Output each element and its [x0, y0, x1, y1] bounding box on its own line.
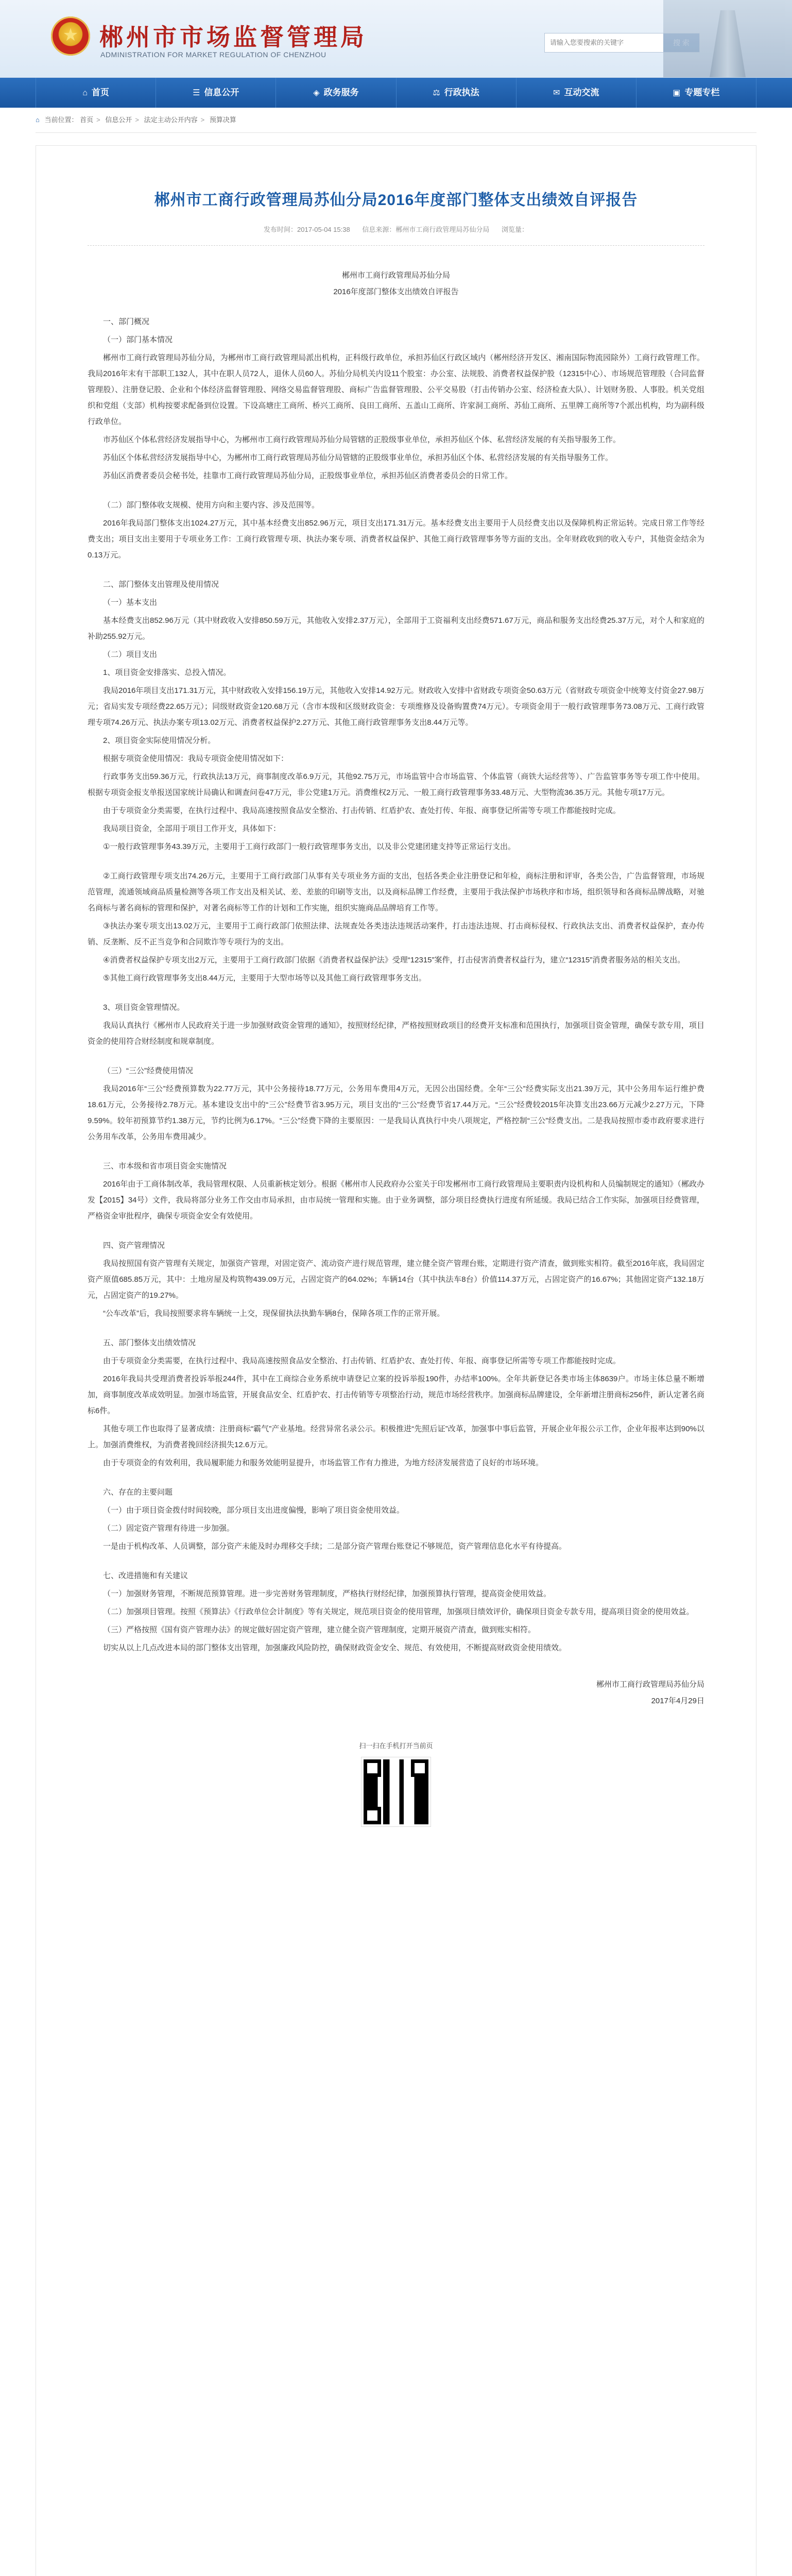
- article-paragraph: 市苏仙区个体私营经济发展指导中心，为郴州市工商行政管理局苏仙分局管辖的正股级事业单位，承担苏仙区个体、私营经济发展的有关指导服务工作。: [103, 435, 621, 444]
- article-paragraph: 其他专项工作也取得了显著成绩：注册商标“霸气”产业基地。经营异常名录公示。积极推进“先照后证”改革，加强事中事后监管，开展企业年报公示工作，企业年报率达到90%以上。加强消费维权，为消费者挽回经济损失12.6万元。: [88, 1425, 704, 1449]
- article-paragraph: （一）加强财务管理，不断规范预算管理。进一步完善财务管理制度，严格执行财经纪律，加强预算执行管理，提高资金使用效益。: [103, 1589, 552, 1598]
- article-paragraph: （一）部门基本情况: [103, 335, 173, 344]
- nav-item-chat[interactable]: ✉ 互动交流: [516, 78, 636, 108]
- location-icon: ⌂: [36, 116, 40, 124]
- nav-item-home[interactable]: ⌂ 首页: [36, 78, 156, 108]
- nav-item-service[interactable]: ◈ 政务服务: [276, 78, 396, 108]
- article-body: [88, 314, 704, 1656]
- qr-code-icon: [361, 1757, 431, 1826]
- article-paragraph: 五、部门整体支出绩效情况: [103, 1338, 196, 1347]
- breadcrumb-item[interactable]: 预算决算: [209, 116, 236, 124]
- article-paragraph: （一）由于项目资金拨付时间较晚，部分项目支出进度偏慢，影响了项目资金使用效益。: [103, 1506, 405, 1515]
- qr-label: 扫一扫在手机打开当前页: [359, 1742, 433, 1750]
- info-icon: ☰: [193, 89, 200, 97]
- signature-date: 2017年4月29日: [651, 1697, 704, 1705]
- article-paragraph: 3、项目资金管理情况。: [103, 1003, 185, 1012]
- article-paragraph: （三）严格按照《国有资产管理办法》的规定做好固定资产管理，建立健全资产管理制度，定期开展资产清查，做到账实相符。: [103, 1625, 536, 1634]
- article-paragraph: 1、项目资金安排落实、总投入情况。: [103, 668, 231, 677]
- article-paragraph: 2016年我局部门整体支出1024.27万元，其中基本经费支出852.96万元，项目支出171.31万元。基本经费支出主要用于人员经费支出以及保障机构正常运转。完成日常工作等经费支出；项目支出主要用于专项业务工作：工商行政管理专项、执法办案专项、消费者权益保护、其他工商行政管理事务等方面的支出。全年财政收到的收入专户，其他资金结余为0.13万元。: [88, 519, 704, 560]
- article-paragraph: （二）项目支出: [103, 650, 158, 659]
- document-subject: 2016年度部门整体支出绩效自评报告: [333, 287, 459, 296]
- article-paragraph: 我局2016年“三公”经费预算数为22.77万元，其中公务接待18.77万元，公务用车费用4万元，无因公出国经费。全年“三公”经费实际支出21.39万元，其中公务用车运行维护费18.61万元，公务接待2.78万元。基本建设支出中的“三公”经费节省3.95万元，项目支出的“三公”经费节省17.44万元。“三公”经费较2015年决算支出23.66万元减少2.27万元，下降9.59%。较年初预算节约1.38万元，节约比例为6.17%。“三公”经费下降的主要原因：一是我局认真执行中央八项规定，严格控制“三公”经费支出。二是我局按照市委市政府要求进行公务用车改革，公务用车费用减少。: [88, 1084, 704, 1141]
- article-paragraph: “公车改革”后，我局按照要求将车辆统一上交，现保留执法执勤车辆8台，保障各项工作的正常开展。: [103, 1309, 445, 1318]
- breadcrumb-item[interactable]: 法定主动公开内容: [144, 116, 198, 124]
- article-paragraph: ①一般行政管理事务43.39万元，主要用于工商行政部门一般行政管理事务支出，以及非公党建团建支持等正常运行支出。: [103, 842, 515, 851]
- breadcrumb-item[interactable]: 首页: [80, 116, 94, 124]
- publish-date: 发布时间：2017-05-04 15:38: [264, 226, 350, 233]
- signature-org: 郴州市工商行政管理局苏仙分局: [596, 1680, 704, 1689]
- article-title: 郴州市工商行政管理局苏仙分局2016年度部门整体支出绩效自评报告: [154, 192, 638, 209]
- qr-area: [88, 1740, 704, 1826]
- document-heading: [88, 267, 704, 300]
- article-paragraph: ②工商行政管理专项支出74.26万元，主要用于工商行政部门从事有关专项业务方面的支出，包括各类企业注册登记和年检，商标注册和评审，各类公告，广告监督管理，市场规范管理，流通领域商品质量检测等各项工作支出及相关试、差、差旅的印刷等支出，以及商标品牌工作经费，主要用于我法保护市场秩序和市场，组织领导和各商标品牌战略，对驰名商标与著名商标的管理和保护，对著名商标等工作的计划和工作实施，组织实施商品品牌培育工作等。: [88, 872, 704, 912]
- signature-block: [88, 1676, 704, 1709]
- view-count: 浏览量：: [501, 226, 528, 233]
- article-paragraph: 由于专项资金分类需要，在执行过程中、我局高速按照食品安全整治、打击传销、红盾护农、查处打传、年报、商事登记所需等专项工作都能按时完成。: [103, 806, 621, 815]
- article-paragraph: （二）部门整体收支规模、使用方向和主要内容、涉及范围等。: [103, 501, 320, 510]
- nav-item-topic[interactable]: ▣ 专题专栏: [636, 78, 756, 108]
- law-icon: ⚖: [433, 89, 440, 97]
- article-paragraph: 六、存在的主要问题: [103, 1488, 173, 1497]
- article-meta: [88, 224, 704, 246]
- article-paragraph: （一）基本支出: [103, 598, 158, 607]
- national-emblem-icon: [51, 16, 90, 56]
- article-paragraph: 基本经费支出852.96万元（其中财政收入安排850.59万元，其他收入安排2.37万元），全部用于工资福利支出经费571.67万元，商品和服务支出经费25.37万元，对个人和家庭的补助255.92万元。: [88, 616, 704, 641]
- article-paragraph: 我局2016年项目支出171.31万元，其中财政收入安排156.19万元，其他收入安排14.92万元。财政收入安排中省财政专项资金50.63万元（省财政专项资金中统筹支付资金27.98万元；省局实发专项经费22.65万元）；同级财政资金120.68万元（含市本级和区级财政资金：专项维修及设备购置费74万元）。专项资金用于一般行政管理事务73.08万元、工商行政管理专项74.26万元、执法办案专项13.02万元、消费者权益保护2.27万元、其他工商行政管理事务支出8.44万元等。: [88, 686, 704, 727]
- article-paragraph: 由于专项资金的有效利用，我局履职能力和服务效能明显提升，市场监管工作有力推进，为地方经济发展营造了良好的市场环境。: [103, 1459, 544, 1467]
- article-paragraph: 行政事务支出59.36万元，行政执法13万元，商事制度改革6.9万元，其他92.75万元，市场监管中合市场监管、个体监管（商铁大运经营等）、广告监管事务等专项工作中使用。根据专项资金报支单报送国家统计局确认和调查问卷47万元，非公党建1万元。消费维权2万元、一般工商行政管理事务33.48万元、大型物流36.35万元。其他专项17万元。: [88, 772, 704, 797]
- article-paragraph: ③执法办案专项支出13.02万元，主要用于工商行政部门依照法律、法规查处各类违法违规活动案件，打击违法违规、打击商标侵权、行政执法支出、消费者权益保护，查办传销、反垄断、反不正当竞争和合同欺诈等专项行为的支出。: [88, 922, 704, 946]
- article-paragraph: 2016年我局共受理消费者投诉举报244件，其中在工商综合业务系统申请登记立案的投诉举报190件，办结率100%。全年共新登记各类市场主体8639户。市场主体总量不断增加，商事制度改革成效明显。加强市场监管，开展食品安全、红盾护农、打击传销等专项整治行动，规范市场经营秩序。加强商标品牌建设，全年新增注册商标256件，新认定著名商标6件。: [88, 1375, 704, 1415]
- article-paragraph: 二、部门整体支出管理及使用情况: [103, 580, 219, 589]
- breadcrumb-item[interactable]: 信息公开: [105, 116, 132, 124]
- site-title[interactable]: 郴州市市场监督管理局: [99, 23, 367, 51]
- article-paragraph: 我局按照国有资产管理有关规定，加强资产管理，对固定资产、流动资产进行规范管理，建立健全资产管理台账，定期进行资产清查，做到账实相符。截至2016年底，我局固定资产原值685.85万元，其中：土地房屋及构筑物439.09万元，占固定资产的64.02%；车辆14台（其中执法车8台）价值114.37万元，占固定资产的16.67%；其他固定资产132.18万元，占固定资产的19.27%。: [88, 1259, 704, 1300]
- search-input[interactable]: [545, 33, 663, 51]
- service-icon: ◈: [313, 89, 320, 97]
- article-paragraph: ⑤其他工商行政管理事务支出8.44万元，主要用于大型市场等以及其他工商行政管理事务支出。: [103, 974, 426, 982]
- document-org: 郴州市工商行政管理局苏仙分局: [341, 271, 450, 280]
- article-paragraph: 苏仙区个体私营经济发展指导中心，为郴州市工商行政管理局苏仙分局管辖的正股级事业单位，承担苏仙区个体、私营经济发展的有关指导服务工作。: [103, 453, 613, 462]
- topic-icon: ▣: [673, 89, 681, 97]
- article-paragraph: ④消费者权益保护专项支出2万元，主要用于工商行政部门依据《消费者权益保护法》受理“12315”案件，打击侵害消费者权益行为，建立“12315”消费者服务站的相关支出。: [103, 956, 685, 964]
- article-paragraph: 一是由于机构改革、人员调整，部分资产未能及时办理移交手续；二是部分资产管理台账登记不够规范，资产管理信息化水平有待提高。: [103, 1542, 567, 1551]
- article-paragraph: 2、项目资金实际使用情况分析。: [103, 736, 216, 745]
- chat-icon: ✉: [553, 89, 560, 97]
- site-subtitle: ADMINISTRATION FOR MARKET REGULATION OF CHENZHOU: [100, 50, 326, 59]
- article-paragraph: （二）加强项目管理。按照《预算法》《行政单位会计制度》等有关规定，规范项目资金的使用管理，加强项目绩效评价，确保项目资金专款专用，提高项目资金的使用效益。: [103, 1607, 694, 1616]
- article-paragraph: 郴州市工商行政管理局苏仙分局，为郴州市工商行政管理局派出机构，正科级行政单位，承担苏仙区行政区域内（郴州经济开发区、湘南国际物流园除外）工商行政管理工作。我局2016年末有干部职工132人，其中在职人员72人，退休人员60人。苏仙分局机关内设11个股室：办公室、法规股、消费者权益保护股（12315中心）、市场规范管理股（合同监督管理股）、注册登记股、企业和个体经济监督管理股、网络交易监督管理股、商标广告监督管理股、公平交易股（打击传销办公室、经济检查大队）、计划财务股、人事股。机关党组织和党组（支部）机构按要求配备到位设置。下设高塘庄工商所、桥兴工商所、良田工商所、五盖山工商所、许家洞工商所、苏仙工商所、五里牌工商所等7个派出机构，均为副科级行政单位。: [88, 353, 704, 426]
- nav-item-info[interactable]: ☰ 信息公开: [156, 78, 276, 108]
- nav-item-law[interactable]: ⚖ 行政执法: [397, 78, 516, 108]
- info-source: 信息来源：郴州市工商行政管理局苏仙分局: [362, 226, 490, 233]
- home-icon: ⌂: [82, 89, 88, 97]
- main-nav: [0, 78, 792, 108]
- article-paragraph: 由于专项资金分类需要，在执行过程中、我局高速按照食品安全整治、打击传销、红盾护农、查处打传、年报、商事登记所需等专项工作都能按时完成。: [103, 1357, 621, 1365]
- article-paragraph: （三）“三公”经费使用情况: [103, 1066, 193, 1075]
- article-paragraph: 我局项目资金，全部用于项目工作开支，具体如下：: [103, 824, 281, 833]
- breadcrumb: ⌂ 当前位置： 首页 > 信息公开 > 法定主动公开内容 > 预算决算: [36, 108, 756, 133]
- article-paragraph: 苏仙区消费者委员会秘书处，挂靠市工商行政管理局苏仙分局，正股级事业单位，承担苏仙区消费者委员会的日常工作。: [103, 471, 513, 480]
- article-paragraph: 三、市本级和省市项目资金实施情况: [103, 1162, 227, 1171]
- article-paragraph: 四、资产管理情况: [103, 1241, 165, 1250]
- article-container: [36, 145, 756, 2576]
- article-paragraph: 切实从以上几点改进本局的部门整体支出管理，加强廉政风险防控，确保财政资金安全、规范、有效使用，不断提高财政资金使用绩效。: [103, 1643, 567, 1652]
- article-paragraph: 一、部门概况: [103, 317, 150, 326]
- header-monument-image: [663, 0, 792, 77]
- article-paragraph: 我局认真执行《郴州市人民政府关于进一步加强财政资金管理的通知》，按照财经纪律，严格按照财政项目的经费开支标准和范围执行，加强项目资金管理，确保专款专用，项目资金的使用符合财经制度和规章制度。: [88, 1021, 704, 1046]
- article-paragraph: 2016年由于工商体制改革，我局管理权限、人员重新核定划分。根据《郴州市人民政府办公室关于印发郴州市工商行政管理局主要职责内设机构和人员编制规定的通知》（郴政办发【2015】34号）文件，我局将部分业务工作交由市局承担，由市局统一管理和实施。由于业务调整，部分项目经费执行进度有所延缓。我局已结合工作实际，加强项目经费管理，严格资金审批程序，确保专项资金安全有效使用。: [88, 1180, 704, 1221]
- site-header: [0, 0, 792, 78]
- article-paragraph: 根据专项资金使用情况：我局专项资金使用情况如下：: [103, 754, 289, 763]
- article-paragraph: （二）固定资产管理有待进一步加强。: [103, 1524, 235, 1533]
- article-paragraph: 七、改进措施和有关建议: [103, 1571, 188, 1580]
